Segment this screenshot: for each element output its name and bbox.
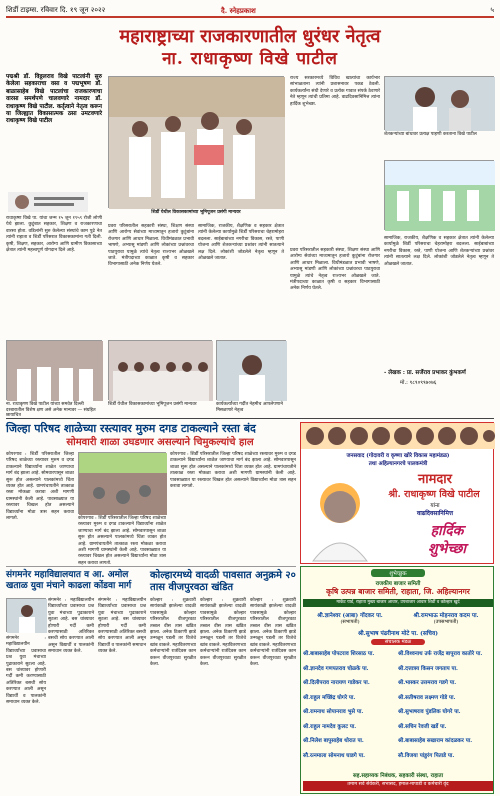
ad-birthday: वाढदिवसानिमित्त	[416, 510, 454, 517]
lead-caption-delhi: ना. राधाकृष्ण विखे पाटील यांच्या समवेत दिल्ली दरबारातील विशेष क्षण असे अनेक मान्यवर — संग्रहित छायाचित्र	[6, 402, 96, 419]
masthead: दै. स्नेहप्रकाश	[221, 6, 256, 15]
committee-name: कृषि उत्पन्न बाजार समिती, राहाता, जि. अहिल्यानगर	[326, 587, 470, 596]
lead-intro: पद्मश्री डॉ. विठ्ठलराव विखे पाटलांनी सुरु केलेला सहकाराचा वसा व पद्मभूषण डॉ. बाळासाहेब विखे पाटलांचा राजकारणाचा वारसा समर्थपणे चालवणारे नामदार डॉ. राधाकृष्ण विखे पाटील. कर्तृत्वाने नेतृत्व करून या जिल्ह्यात विकासात्मक ठसा उमटवणारे राधाकृष्ण विखे पाटील	[6, 74, 102, 125]
lead-body-col3: सामाजिक, राजकीय, शैक्षणिक व सहकार क्षेत्रात त्यांनी केलेल्या कार्यामुळे शिर्डी परिसराचा चेहरामोहरा बदलला. साईबाबांच्या नगरीचा विकास, रस्ते, पाणी योजना आणि शेतकऱ्यांच्या प्रश्नांवर त्यांनी सातत्याने लक्ष दिले. लोकांशी जोडलेले नेतृत्व म्हणून ते ओळखले जातात.	[198, 224, 284, 262]
chair1-role: (सभापती)	[340, 619, 360, 625]
ad-wish-line: तथा अहिल्यानगरचे पालकमंत्री	[368, 461, 428, 467]
page-number: ५	[490, 6, 494, 14]
lead-body-col6: प्रवरा परिसरातील सहकारी संस्था, शिक्षण संस्था आणि आरोग्य सेवांच्या माध्यमातून हजारो कुटुंबांना रोजगार आणि आधार मिळाला. विधीमंडळात प्रभावी भाषणे, अभ्यासू मांडणी आणि लोकांच्या प्रश्नांवरचा पाठपुरावा यामुळे त्यांचे नेतृत्व राज्यभर ओळखले जाते. मंत्रीपदाच्या काळात कृषी व सहकार विभागासाठी अनेक निर्णय घेतले.	[290, 248, 380, 292]
committee-ad	[300, 566, 494, 794]
lead-body-col4: राज्य सरकारमध्ये विविध खात्यांचा कार्यभार सांभाळताना त्यांनी प्रशासनावर पकड ठेवली. कार्यकर्त्यांना संधी देणारे व प्रत्येक गावात संपर्क ठेवणारे नेते म्हणून त्यांची प्रतिमा आहे. वाढदिवसानिमित्त त्यांना हार्दिक शुभेच्छा.	[290, 76, 380, 107]
members-label: संचालक मंडळ	[371, 639, 425, 645]
article2-headline: जिल्हा परिषद शाळेच्या रस्त्यावर मुरुम दगड टाकल्याने रस्ता बंद	[6, 422, 256, 435]
article3-headline: संगमनेर महाविद्यालयात व आ. अमोल खताळ युवा मंचाने काढला कोंडवा मार्ग	[6, 570, 132, 591]
ad-hardik: हार्दिक	[430, 523, 464, 539]
committee-member: श्री.सचिन रेवजी खर्डे पा.	[398, 723, 447, 730]
lead-photo-portrait-caption: शेतकऱ्यांच्या बांधावर प्रत्यक्ष पाहणी करताना विखे पाटील	[384, 132, 477, 137]
committee-member: श्री.सतीषराव लक्ष्मण गोडे पा.	[398, 694, 456, 701]
lead-photo-delhi	[6, 340, 102, 400]
article2-photo	[78, 452, 166, 514]
lead-title-line1: महाराष्ट्राच्या राजकारणातील धुरंधर नेतृत्व	[119, 26, 381, 47]
header-date: शिर्डी टाइम्स. रविवार दि. १९ जून २०२२	[6, 6, 106, 14]
lead-photo-main	[108, 76, 284, 208]
article2-body-b: कोपरगाव : शिर्डी परिसरातील जिल्हा परिषद शाळेच्या रस्त्यावर मुरुम व दगड टाकल्याने विद्यार्थ्यांना शाळेत जाण्याचा मार्ग बंद झाला आहे. सोमवारपासून शाळा सुरू होत असल्याने पालकांमध्ये चिंता व्यक्त होत आहे. ग्रामपंचायतीने तात्काळ रस्ता मोकळा करावा अशी मागणी ग्रामस्थांनी केली आहे. पावसाळ्यात या रस्त्यावर चिखल होत असल्याने विद्यार्थ्यांना मोठा त्रास सहन करावा लागतो.	[78, 516, 166, 566]
members-list	[303, 649, 493, 767]
ad-shubhechha: शुभेच्छा	[428, 541, 466, 557]
lead-body-col1: राधाकृष्ण विखे पा. यांचा जन्म १५ जून १९५९ रोजी लोणी येथे झाला. कुटुंबात सहकार, शिक्षण व राजकारणाचा वारसा होता. वडिलांनी सुरु केलेल्या संस्थांचे काम पुढे नेत त्यांनी राहाता व शिर्डी परिसरात विकासकामांना गती दिली. कृषी, शिक्षण, सहकार, आरोग्य आणि ग्रामीण विकासाच्या क्षेत्रात त्यांनी महत्त्वपूर्ण योगदान दिले आहे.	[6, 216, 102, 254]
leaders-strip	[301, 423, 495, 449]
committee-member: श्री.राहुल मच्छिंद्र घोगरे पा.	[303, 694, 356, 701]
article2-body-a: कोपरगाव : शिर्डी परिसरातील जिल्हा परिषद शाळेच्या रस्त्यावर मुरुम व दगड टाकल्याने विद्यार्थ्यांना शाळेत जाण्याचा मार्ग बंद झाला आहे. सोमवारपासून शाळा सुरू होत असल्याने पालकांमध्ये चिंता व्यक्त होत आहे. ग्रामपंचायतीने तात्काळ रस्ता मोकळा करावा अशी मागणी ग्रामस्थांनी केली आहे. पावसाळ्यात या रस्त्यावर चिखल होत असल्याने विद्यार्थ्यांना मोठा त्रास सहन करावा लागतो.	[6, 452, 74, 522]
birthday-ad	[300, 422, 494, 564]
lead-photo-field	[384, 160, 494, 230]
author-photo	[8, 192, 88, 212]
ad-org-line: जनसवाद (गोदावरी व कृष्णा खोरे विकास महामंडळ)	[346, 453, 450, 459]
chair1-name: श्री.ज्ञानेश्वर (आबा) गोंदकर पा.	[317, 613, 383, 619]
article4-body-c: कोल्हार : शुक्रवारी सायंकाळी झालेल्या वादळी पावसामुळे कोल्हार परिसरातील वीजपुरवठा तब्बल वीस तास खंडित झाला. अनेक ठिकाणी झाडे उन्मळून पडली तर विजेचे खांब वाकले. महावितरणच्या कर्मचाऱ्यांनी रात्रंदिवस काम करून वीजपुरवठा सुरळीत केला.	[250, 598, 296, 668]
committee-member: श्री.दिलीपराव नारायण गाडेकर पा.	[303, 680, 370, 686]
committee-member: श्री.सुभाषराव पुंडलिक घोगरे पा.	[398, 709, 461, 715]
article3-body-b: संगमनेर : महाविद्यालयीन विद्यार्थ्यांच्या प्रवासाचा प्रश्न युवा मंचाच्या पुढाकाराने सुटला आहे. बस थांब्यावर होणारी गर्दी कमी करण्यासाठी अतिरिक्त बसची सोय करण्यात आली असून विद्यार्थी व पालकांनी समाधान व्यक्त केले.	[6, 636, 46, 706]
section-divider-2	[6, 566, 296, 567]
committee-member: सौ.रत्नमाला सोमनाथ घाडगे पा.	[303, 752, 366, 759]
article3-photo	[6, 598, 46, 632]
lead-phone: मो.: ९८९०९९७०७६	[400, 380, 437, 386]
lead-caption-group: शिर्डी येथील विकासकामांच्या भूमिपूजन प्रसंगी मान्यवर	[108, 402, 197, 407]
committee-member: श्री.ज्ञानदेव गणपतराव चोळके पा.	[303, 665, 369, 672]
section-divider	[6, 418, 494, 419]
committee-member: श्री.भास्कर उत्तमराव गडगे पा.	[398, 680, 457, 686]
committee-footer1: सह.सहाय्यक निबंधक, सहकारी संस्था, राहाता	[353, 773, 443, 779]
ad-shubhechuk: शुभेच्छुक	[371, 569, 425, 577]
committee-member: श्री.दत्तात्रय किसन जगताप पा.	[398, 665, 458, 672]
chair2-name: श्री.रामभाऊ मोहनराव कदम पा.	[413, 613, 479, 619]
chair2-role: (उपसभापती)	[433, 619, 459, 625]
committee-footer2: तमाम सर्व सेवेकरी, सभासद, हमाल-मापाडी व कर्मचारी वृंद	[303, 781, 493, 791]
lead-photo-portrait	[384, 76, 494, 130]
committee-member: श्री.रामनाथ सोपानराव भुसे पा.	[303, 709, 364, 715]
page-header	[6, 4, 494, 18]
article2-body-c: कोपरगाव : शिर्डी परिसरातील जिल्हा परिषद शाळेच्या रस्त्यावर मुरुम व दगड टाकल्याने विद्यार्थ्यांना शाळेत जाण्याचा मार्ग बंद झाला आहे. सोमवारपासून शाळा सुरू होत असल्याने पालकांमध्ये चिंता व्यक्त होत आहे. ग्रामपंचायतीने तात्काळ रस्ता मोकळा करावा अशी मागणी ग्रामस्थांनी केली आहे. पावसाळ्यात या रस्त्यावर चिखल होत असल्याने विद्यार्थ्यांना मोठा त्रास सहन करावा लागतो.	[170, 452, 296, 490]
lead-caption-crowd: कार्यकर्त्यांच्या गर्दीत नेहमीच आपलेपणाने मिसळणारे नेतृत्व	[216, 402, 283, 413]
committee-member: श्री.निलेश बापुसाहेब थोरात पा.	[303, 738, 364, 744]
ad-portrait	[305, 469, 375, 561]
article3-body-c: संगमनेर : महाविद्यालयीन विद्यार्थ्यांच्या प्रवासाचा प्रश्न युवा मंचाच्या पुढाकाराने सुटला आहे. बस थांब्यावर होणारी गर्दी कमी करण्यासाठी अतिरिक्त बसची सोय करण्यात आली असून विद्यार्थी व पालकांनी समाधान व्यक्त केले.	[98, 598, 146, 655]
committee-member: श्री.बाबासाहेब पोपटराव शिरसाठ पा.	[303, 651, 375, 657]
lead-body-col2: प्रवरा परिसरातील सहकारी संस्था, शिक्षण संस्था आणि आरोग्य सेवांच्या माध्यमातून हजारो कुटुंबांना रोजगार आणि आधार मिळाला. विधीमंडळात प्रभावी भाषणे, अभ्यासू मांडणी आणि लोकांच्या प्रश्नांवरचा पाठपुरावा यामुळे त्यांचे नेतृत्व राज्यभर ओळखले जाते. मंत्रीपदाच्या काळात कृषी व सहकार विभागासाठी अनेक निर्णय घेतले.	[108, 224, 194, 268]
article3-body-a: संगमनेर : महाविद्यालयीन विद्यार्थ्यांच्या प्रवासाचा प्रश्न युवा मंचाच्या पुढाकाराने सुटला आहे. बस थांब्यावर होणारी गर्दी कमी करण्यासाठी अतिरिक्त बसची सोय करण्यात आली असून विद्यार्थी व पालकांनी समाधान व्यक्त केले.	[48, 598, 94, 655]
committee-top: राजकीय बाजार समिती	[375, 581, 421, 587]
committee-member: श्री.राहुल नामदेव कुलट पा.	[303, 723, 357, 730]
committee-member: सौ.विजया पांडुरंग पिताडे पा.	[398, 752, 455, 759]
committee-member: श्री.बाबासाहेब सखाराम कांदळकर पा.	[398, 738, 473, 744]
article4-body-b: कोल्हार : शुक्रवारी सायंकाळी झालेल्या वादळी पावसामुळे कोल्हार परिसरातील वीजपुरवठा तब्बल वीस तास खंडित झाला. अनेक ठिकाणी झाडे उन्मळून पडली तर विजेचे खांब वाकले. महावितरणच्या कर्मचाऱ्यांनी रात्रंदिवस काम करून वीजपुरवठा सुरळीत केला.	[200, 598, 246, 668]
article4-body-a: कोल्हार : शुक्रवारी सायंकाळी झालेल्या वादळी पावसामुळे कोल्हार परिसरातील वीजपुरवठा तब्बल वीस तास खंडित झाला. अनेक ठिकाणी झाडे उन्मळून पडली तर विजेचे खांब वाकले. महावितरणच्या कर्मचाऱ्यांनी रात्रंदिवस काम करून वीजपुरवठा सुरळीत केला.	[150, 598, 196, 668]
lead-photo-caption: शिर्डी येथील विकासकामांच्या भूमिपूजन प्रसंगी मान्यवर	[151, 210, 241, 215]
ad-yanna: यांना	[430, 503, 440, 509]
lead-byline: - लेखक : प्रा. सर्जेराव प्रभाकर कुंभकर्ण	[384, 370, 466, 376]
lead-photo-group	[108, 340, 212, 400]
ad-namdar: नामदार	[418, 472, 452, 487]
ad-name: श्री. राधाकृष्ण विखे पाटील	[388, 489, 480, 500]
article2-subheadline: सोमवारी शाळा उघडणार असल्याने चिमुकल्यांचे हाल	[66, 437, 254, 448]
committee-sub: मार्केट यार्ड, राहाता मुख्य बाजार आवार, उपबाजार आवार शिर्डी व कोल्हार खुर्द	[303, 599, 493, 607]
article4-headline: कोल्हारमध्ये वादळी पावसात अनुक्रमे २० तास वीजपुरवठा खंडित	[150, 570, 296, 593]
secretary: श्री.सुभाष पंढरीनाथ मोटे पा. (सचिव)	[358, 631, 438, 637]
committee-member: श्री.विश्वनाथ उर्फ राजेंद्र बापूराव कातोरे पा.	[398, 651, 483, 657]
lead-title-line2: ना. राधाकृष्ण विखे पाटील	[162, 49, 338, 69]
lead-photo-crowd	[216, 340, 286, 400]
lead-body-col5: सामाजिक, राजकीय, शैक्षणिक व सहकार क्षेत्रात त्यांनी केलेल्या कार्यामुळे शिर्डी परिसराचा चेहरामोहरा बदलला. साईबाबांच्या नगरीचा विकास, रस्ते, पाणी योजना आणि शेतकऱ्यांच्या प्रश्नांवर त्यांनी सातत्याने लक्ष दिले. लोकांशी जोडलेले नेतृत्व म्हणून ते ओळखले जातात.	[384, 236, 494, 267]
